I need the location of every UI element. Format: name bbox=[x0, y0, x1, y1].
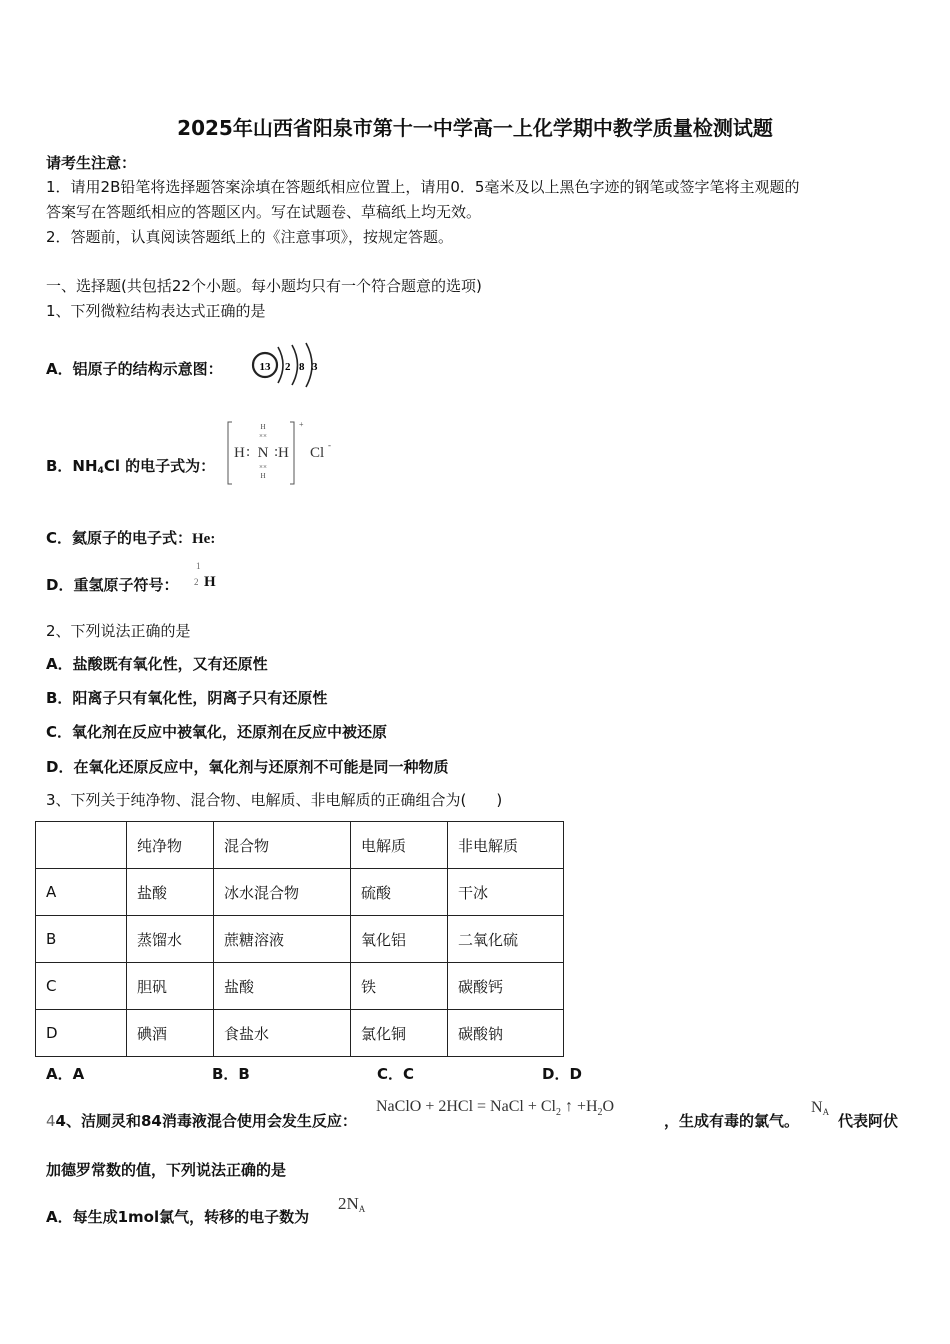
anion-charge: - bbox=[328, 440, 331, 450]
table-cell: 碳酸钙 bbox=[448, 963, 564, 1010]
table-cell: C bbox=[36, 963, 127, 1010]
table-header-cell: 混合物 bbox=[214, 822, 351, 869]
bottom-electron-pair: ×× bbox=[259, 463, 267, 471]
q1-option-c: C．氦原子的电子式：He: bbox=[46, 529, 216, 547]
q2-option-c: C．氧化剂在反应中被氧化，还原剂在反应中被还原 bbox=[46, 723, 388, 741]
shell-arc-1 bbox=[278, 347, 283, 383]
notice-line-1a: 1．请用2B铅笔将选择题答案涂填在答题纸相应位置上，请用0．5毫米及以上黑色字迹的钢笔或签字笔将主观题的 bbox=[46, 178, 800, 196]
isotope-mass-number: 1 bbox=[196, 561, 201, 571]
table-cell: 碳酸钠 bbox=[448, 1010, 564, 1057]
page-title: 2025年山西省阳泉市第十一中学高一上化学期中教学质量检测试题 bbox=[177, 116, 773, 140]
top-electron-pair: ×× bbox=[259, 432, 267, 440]
shell-arc-2 bbox=[292, 345, 298, 385]
table-row bbox=[36, 963, 564, 1010]
avogadro-symbol: NA bbox=[811, 1099, 830, 1117]
table-cell: A bbox=[36, 869, 127, 916]
shell-electrons-1: 2 bbox=[285, 361, 291, 373]
right-bracket bbox=[290, 422, 294, 484]
table-cell: 氧化铝 bbox=[351, 916, 448, 963]
section-heading: 一、选择题(共包括22个小题。每小题均只有一个符合题意的选项) bbox=[46, 277, 482, 295]
notice-heading: 请考生注意： bbox=[46, 154, 137, 172]
q1-option-d-label: D．重氢原子符号： bbox=[46, 576, 179, 594]
q3-answer-b: B．B bbox=[212, 1065, 250, 1083]
q4-stem-tail: 代表阿伏 bbox=[838, 1112, 899, 1130]
table-cell: 氯化铜 bbox=[351, 1010, 448, 1057]
table-cell: B bbox=[36, 916, 127, 963]
q3-table bbox=[35, 821, 564, 1057]
shell-electrons-2: 8 bbox=[299, 361, 305, 373]
nucleus-charge: 13 bbox=[259, 361, 271, 373]
table-cell: 二氧化硫 bbox=[448, 916, 564, 963]
table-header-cell bbox=[36, 822, 127, 869]
q1-option-b-label: B．$NH_4Cl$ 的电子式为： bbox=[46, 457, 216, 476]
table-cell: 铁 bbox=[351, 963, 448, 1010]
aluminum-atom-structure-diagram bbox=[248, 342, 322, 390]
table-cell: 蒸馏水 bbox=[127, 916, 214, 963]
notice-line-2: 2．答题前，认真阅读答题纸上的《注意事项》，按规定答题。 bbox=[46, 228, 454, 246]
left-bracket bbox=[228, 422, 232, 484]
q4-stem-line-2: 加德罗常数的值，下列说法正确的是 bbox=[46, 1161, 287, 1179]
table-row bbox=[36, 916, 564, 963]
table-header-cell: 纯净物 bbox=[127, 822, 214, 869]
right-electron-pair: : bbox=[274, 444, 279, 460]
left-electron-pair: : bbox=[246, 444, 251, 460]
table-header-row bbox=[36, 822, 564, 869]
table-cell: 盐酸 bbox=[214, 963, 351, 1010]
table-row bbox=[36, 869, 564, 916]
table-cell: D bbox=[36, 1010, 127, 1057]
q2-stem: 2、下列说法正确的是 bbox=[46, 622, 191, 640]
table-header-cell: 电解质 bbox=[351, 822, 448, 869]
table-cell: 胆矾 bbox=[127, 963, 214, 1010]
q2-option-a: A．盐酸既有氧化性，又有还原性 bbox=[46, 655, 268, 673]
shell-electrons-3: 3 bbox=[312, 361, 318, 373]
table-cell: 冰水混合物 bbox=[214, 869, 351, 916]
q4-stem-middle: ，生成有毒的氯气。 bbox=[664, 1112, 800, 1130]
q1-stem: 1、下列微粒结构表达式正确的是 bbox=[46, 302, 266, 320]
q4-stem-start: 44、洁厕灵和84消毒液混合使用会发生反应： bbox=[46, 1112, 357, 1130]
q3-answer-d: D．D bbox=[542, 1065, 582, 1083]
table-row bbox=[36, 1010, 564, 1057]
q3-answer-c: C．C bbox=[377, 1065, 415, 1083]
q4-equation: NaClO + 2HCl = NaCl + $Cl_2$ ↑ $+H_2O$ bbox=[376, 1098, 615, 1118]
isotope-atomic-number: 2 bbox=[194, 577, 199, 587]
q2-option-d: D．在氧化还原反应中，氧化剂与还原剂不可能是同一种物质 bbox=[46, 758, 449, 776]
cation-charge: + bbox=[299, 420, 304, 429]
ammonium-chloride-electron-formula bbox=[226, 418, 336, 488]
table-cell: 碘酒 bbox=[127, 1010, 214, 1057]
right-hydrogen: H bbox=[278, 445, 289, 461]
table-cell: 硫酸 bbox=[351, 869, 448, 916]
chloride-ion: Cl bbox=[310, 445, 325, 461]
left-hydrogen: H bbox=[234, 445, 245, 461]
q4-option-a-value: 2NA bbox=[338, 1194, 366, 1214]
q1-option-a-label: A．铝原子的结构示意图： bbox=[46, 360, 223, 378]
table-header-cell: 非电解质 bbox=[448, 822, 564, 869]
top-hydrogen: H bbox=[260, 423, 266, 431]
table-cell: 盐酸 bbox=[127, 869, 214, 916]
table-cell: 干冰 bbox=[448, 869, 564, 916]
q3-stem: 3、下列关于纯净物、混合物、电解质、非电解质的正确组合为( ) bbox=[46, 791, 503, 809]
q3-answer-a: A．A bbox=[46, 1065, 85, 1083]
notice-line-1b: 答案写在答题纸相应的答题区内。写在试题卷、草稿纸上均无效。 bbox=[46, 203, 482, 221]
table-cell: 食盐水 bbox=[214, 1010, 351, 1057]
isotope-symbol: H bbox=[204, 574, 216, 590]
q2-option-b: B．阳离子只有氧化性，阴离子只有还原性 bbox=[46, 689, 328, 707]
table-cell: 蔗糖溶液 bbox=[214, 916, 351, 963]
q4-option-a-label: A．每生成1mol氯气，转移的电子数为 bbox=[46, 1208, 310, 1226]
bottom-hydrogen: H bbox=[260, 472, 266, 480]
nitrogen-atom: N bbox=[257, 445, 269, 461]
